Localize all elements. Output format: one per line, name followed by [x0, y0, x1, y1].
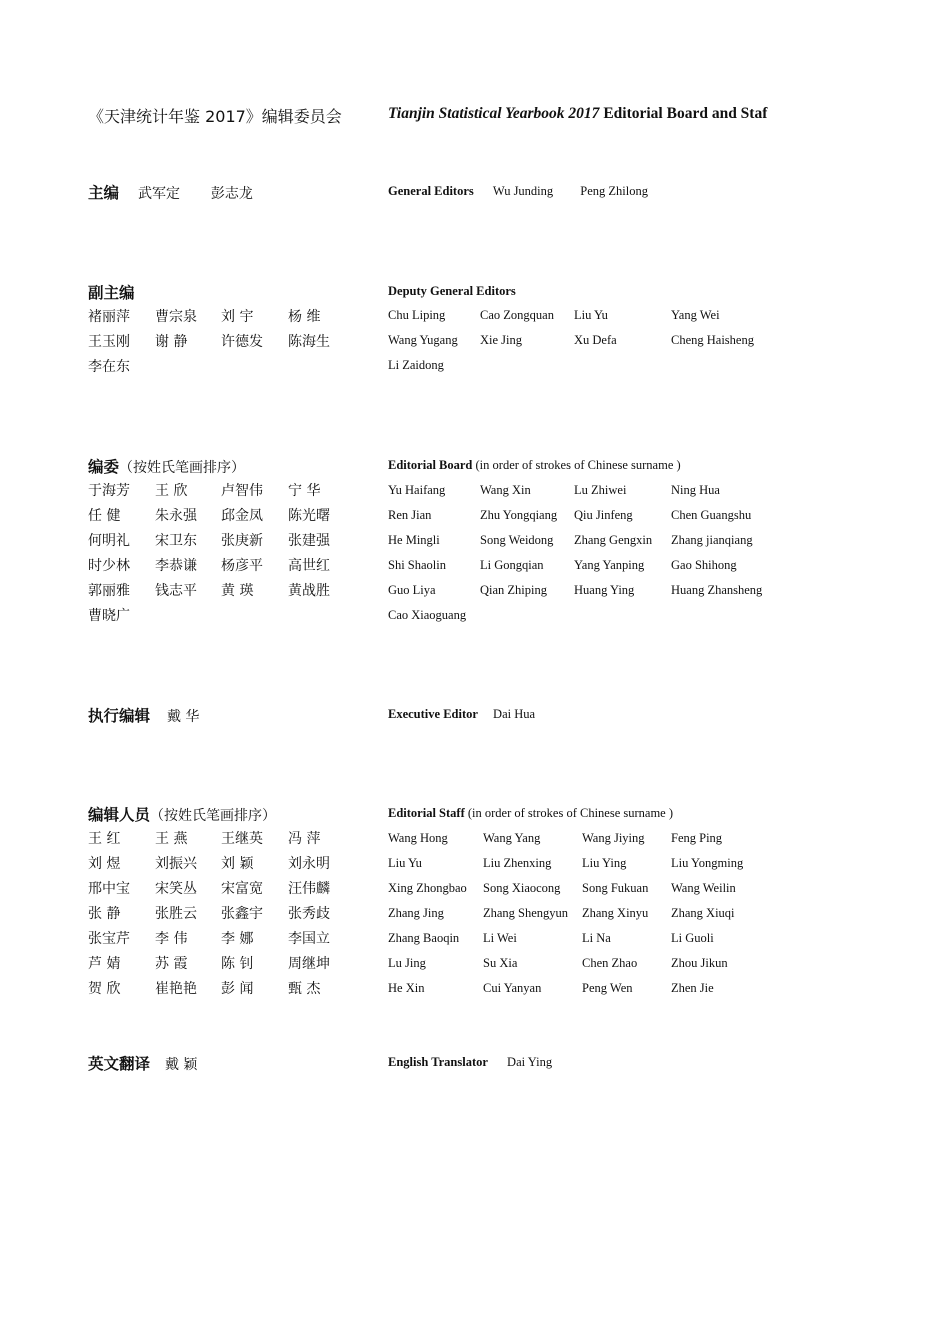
board-cn-name: 黄 瑛 [221, 583, 254, 599]
page-title-en-italic: Tianjin Statistical Yearbook 2017 [388, 105, 600, 122]
deputy-cn-name: 曹宗泉 [155, 309, 197, 325]
board-en-name: Zhang jianqiang [671, 533, 753, 547]
board-cn-name: 高世红 [288, 558, 330, 574]
board-cn-note: （按姓氏笔画排序） [119, 460, 246, 476]
deputy-cn-name: 陈海生 [288, 334, 330, 350]
staff-cn-name: 李 伟 [155, 931, 188, 947]
deputy-cn-name: 许德发 [221, 334, 263, 350]
staff-en-name: Li Wei [483, 931, 517, 945]
staff-cn-name: 汪伟麟 [288, 881, 330, 897]
board-cn-heading [88, 455, 245, 477]
deputy-cn-heading [88, 281, 135, 303]
board-cn-name: 何明礼 [88, 533, 130, 549]
staff-cn-name: 张胜云 [155, 906, 197, 922]
board-cn-name: 于海芳 [88, 483, 130, 499]
staff-cn-name: 周继坤 [288, 956, 330, 972]
staff-en-name: Zhang Xiuqi [671, 906, 735, 920]
translator-en-name: Dai Ying [507, 1055, 553, 1069]
staff-cn-name: 甄 杰 [288, 981, 321, 997]
board-en-name: He Mingli [388, 533, 440, 547]
staff-en-name: Zhang Shengyun [483, 906, 569, 920]
translator-cn-label: 英文翻译 [88, 1055, 151, 1073]
deputy-en-heading [388, 284, 516, 299]
board-cn-name: 李恭谦 [155, 558, 197, 574]
board-cn-label: 编委 [88, 458, 120, 476]
board-cn-name: 王 欣 [155, 483, 188, 499]
staff-cn-name: 宋富宽 [221, 881, 263, 897]
board-en-note: (in order of strokes of Chinese surname ) [475, 458, 681, 472]
staff-en-name: Liu Ying [582, 856, 627, 870]
staff-en-name: Li Guoli [671, 931, 714, 945]
board-cn-name: 曹晓广 [88, 608, 130, 624]
board-en-name: Chen Guangshu [671, 508, 752, 522]
staff-en-name: Zhou Jikun [671, 956, 728, 970]
board-cn-name: 朱永强 [155, 508, 197, 524]
board-cn-name: 卢智伟 [221, 483, 263, 499]
deputy-cn-name: 李在东 [88, 359, 130, 375]
staff-en-name: Wang Hong [388, 831, 448, 845]
executive-en-label: Executive Editor [388, 707, 478, 721]
board-en-name: Huang Ying [574, 583, 635, 597]
board-cn-name: 宁 华 [288, 483, 321, 499]
staff-cn-name: 张秀歧 [288, 906, 330, 922]
board-cn-name: 钱志平 [155, 583, 197, 599]
translator-en-label: English Translator [388, 1055, 488, 1069]
staff-en-name: Liu Yongming [671, 856, 744, 870]
staff-cn-name: 邢中宝 [88, 881, 130, 897]
staff-cn-name: 陈 钊 [221, 956, 254, 972]
staff-cn-name: 刘 煜 [88, 856, 121, 872]
board-cn-name: 张建强 [288, 533, 330, 549]
deputy-en-name: Chu Liping [388, 308, 446, 322]
staff-en-name: Xing Zhongbao [388, 881, 467, 895]
board-cn-name: 任 健 [88, 508, 121, 524]
staff-en-name: Feng Ping [671, 831, 723, 845]
board-en-name: Ning Hua [671, 483, 720, 497]
board-en-name: Yang Yanping [574, 558, 645, 572]
general-editor-en-name: Wu Junding [492, 184, 554, 198]
translator-cn-name: 戴 颖 [164, 1057, 198, 1073]
deputy-en-name: Li Zaidong [388, 358, 444, 372]
board-en-name: Ren Jian [388, 508, 432, 522]
staff-cn-name: 冯 萍 [288, 831, 321, 847]
staff-cn-label: 编辑人员 [88, 806, 151, 824]
executive-en [388, 707, 535, 722]
staff-cn-heading [88, 803, 276, 825]
staff-en-name: Liu Yu [388, 856, 422, 870]
deputy-cn-name: 刘 宇 [221, 309, 254, 325]
staff-en-name: Chen Zhao [582, 956, 638, 970]
staff-en-heading [388, 806, 673, 821]
board-en-name: Qiu Jinfeng [574, 508, 633, 522]
board-cn-name: 宋卫东 [155, 533, 197, 549]
deputy-en-name: Xie Jing [480, 333, 523, 347]
staff-en-name: Peng Wen [582, 981, 633, 995]
staff-en-name: Li Na [582, 931, 611, 945]
deputy-en-name: Cao Zongquan [480, 308, 554, 322]
general-editors-cn [88, 181, 253, 203]
staff-en-name: Cui Yanyan [483, 981, 542, 995]
deputy-cn-label: 副主编 [88, 284, 135, 302]
board-en-name: Yu Haifang [388, 483, 446, 497]
deputy-en-name: Yang Wei [671, 308, 720, 322]
staff-en-name: Zhang Jing [388, 906, 444, 920]
staff-en-name: Song Fukuan [582, 881, 649, 895]
staff-cn-name: 王 燕 [155, 831, 188, 847]
deputy-cn-name: 谢 静 [155, 334, 188, 350]
staff-cn-name: 李国立 [288, 931, 330, 947]
deputy-en-name: Wang Yugang [388, 333, 458, 347]
board-en-name: Li Gongqian [480, 558, 544, 572]
board-en-name: Shi Shaolin [388, 558, 446, 572]
board-cn-name: 张庚新 [221, 533, 263, 549]
translator-en [388, 1055, 552, 1070]
staff-cn-name: 李 娜 [221, 931, 254, 947]
staff-cn-name: 王 红 [88, 831, 121, 847]
staff-en-note: (in order of strokes of Chinese surname ) [467, 806, 674, 820]
staff-cn-name: 苏 霞 [155, 956, 188, 972]
staff-cn-name: 王继英 [221, 831, 263, 847]
deputy-cn-name: 杨 维 [288, 309, 321, 325]
page-title-cn: 《天津统计年鉴 2017》编辑委员会 [88, 107, 342, 126]
staff-cn-name: 张宝芹 [88, 931, 130, 947]
staff-en-name: Liu Zhenxing [483, 856, 552, 870]
deputy-en-name: Cheng Haisheng [671, 333, 754, 347]
deputy-cn-name: 褚丽萍 [88, 309, 130, 325]
board-en-name: Zhang Gengxin [574, 533, 653, 547]
staff-cn-name: 彭 闻 [221, 981, 254, 997]
staff-en-name: He Xin [388, 981, 425, 995]
general-editor-en-name: Peng Zhilong [580, 184, 648, 198]
staff-en-name: Zhen Jie [671, 981, 714, 995]
executive-cn-name: 戴 华 [166, 709, 200, 725]
staff-en-name: Wang Yang [483, 831, 541, 845]
executive-cn-label: 执行编辑 [88, 707, 151, 725]
general-editors-cn-label: 主编 [88, 184, 120, 202]
staff-cn-note: （按姓氏笔画排序） [150, 808, 277, 824]
staff-cn-name: 贺 欣 [88, 981, 121, 997]
deputy-en-name: Xu Defa [574, 333, 617, 347]
staff-cn-name: 张鑫宇 [221, 906, 263, 922]
general-editors-en [388, 184, 648, 199]
staff-cn-name: 刘 颖 [221, 856, 254, 872]
board-cn-name: 陈光曙 [288, 508, 330, 524]
general-editors-en-label: General Editors [388, 184, 474, 198]
staff-cn-name: 芦 婧 [88, 956, 121, 972]
page-title-en-rest: Editorial Board and Staf [603, 105, 768, 122]
board-cn-name: 时少林 [88, 558, 130, 574]
board-en-name: Song Weidong [480, 533, 554, 547]
board-en-name: Huang Zhansheng [671, 583, 763, 597]
board-cn-name: 杨彦平 [221, 558, 263, 574]
board-cn-name: 邱金凤 [221, 508, 263, 524]
staff-en-name: Lu Jing [388, 956, 426, 970]
general-editor-cn-name: 彭志龙 [210, 186, 253, 202]
board-en-name: Gao Shihong [671, 558, 737, 572]
deputy-cn-name: 王玉刚 [88, 334, 130, 350]
board-en-name: Lu Zhiwei [574, 483, 627, 497]
staff-en-name: Song Xiaocong [483, 881, 561, 895]
page-title-en [388, 105, 767, 123]
staff-cn-name: 张 静 [88, 906, 121, 922]
executive-en-name: Dai Hua [493, 707, 536, 721]
staff-cn-name: 刘永明 [288, 856, 330, 872]
staff-en-label: Editorial Staff [388, 806, 465, 820]
staff-cn-name: 宋笑丛 [155, 881, 197, 897]
board-en-name: Zhu Yongqiang [480, 508, 558, 522]
staff-en-name: Wang Weilin [671, 881, 736, 895]
board-en-name: Cao Xiaoguang [388, 608, 467, 622]
board-en-label: Editorial Board [388, 458, 473, 472]
board-cn-name: 黄战胜 [288, 583, 330, 599]
general-editor-cn-name: 武军定 [137, 186, 180, 202]
staff-cn-name: 刘振兴 [155, 856, 197, 872]
deputy-en-label: Deputy General Editors [388, 284, 516, 298]
deputy-en-name: Liu Yu [574, 308, 608, 322]
board-cn-name: 郭丽雅 [88, 583, 130, 599]
translator-cn [88, 1052, 197, 1074]
staff-en-name: Zhang Xinyu [582, 906, 649, 920]
staff-en-name: Su Xia [483, 956, 518, 970]
board-en-name: Qian Zhiping [480, 583, 548, 597]
board-en-heading [388, 458, 681, 473]
staff-en-name: Wang Jiying [582, 831, 645, 845]
staff-en-name: Zhang Baoqin [388, 931, 460, 945]
board-en-name: Wang Xin [480, 483, 531, 497]
board-en-name: Guo Liya [388, 583, 436, 597]
executive-cn [88, 704, 199, 726]
staff-cn-name: 崔艳艳 [155, 981, 197, 997]
